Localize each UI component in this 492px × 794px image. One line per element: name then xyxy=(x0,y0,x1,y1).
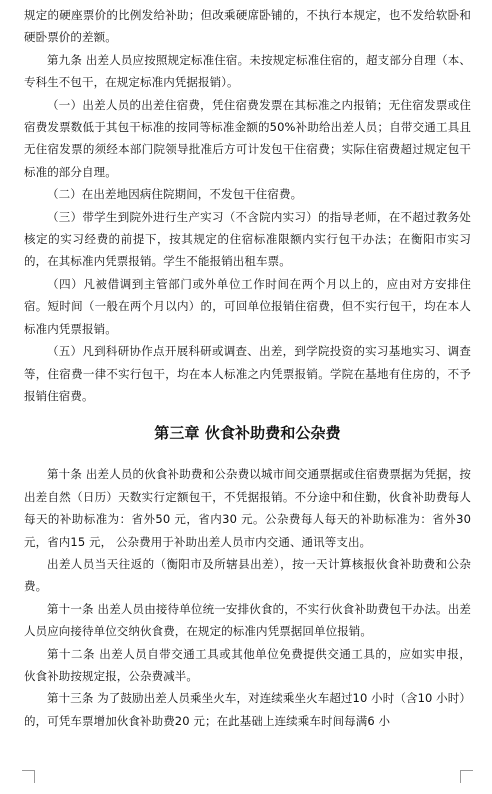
article-10: 第十条 出差人员的伙食补助费和公杂费以城市间交通票据或住宿费票据为凭据，按出差自然（日历）天数实行定额包干，不凭据报销。不分途中和住勤，伙食补助费每人每天的补助标准为：省外50 元，省内30 元。公杂费每人每天的补助标准为：省外30 元，省内15 元， 公杂费用于补助出差人员市内交通、通讯等支出。 xyxy=(24,467,471,549)
paragraph-continued: 规定的硬座票价的比例发给补助；但改乘硬席卧铺的，不执行本规定，也不发给软卧和硬卧票价的差额。 xyxy=(24,8,471,45)
article-9-item-5: （五）凡到科研协作点开展科研或调查、出差，到学院投资的实习基地实习、调查等，住宿费一律不实行包干，均在本人标准之内凭票报销。学院在基地有住房的，不予报销住宿费。 xyxy=(24,344,471,403)
chapter-title: 第三章 伙食补助费和公杂费 xyxy=(154,424,341,443)
article-11: 第十一条 出差人员由接待单位统一安排伙食的，不实行伙食补助费包干办法。出差人员应向接待单位交纳伙食费，在规定的标准内凭票据回单位报销。 xyxy=(24,601,471,639)
article-9-item-2: （二）在出差地因病住院期间，不发包干住宿费。 xyxy=(47,187,303,202)
document-body xyxy=(24,4,471,732)
same-day-trip-rule: 出差人员当天往返的（衡阳市及所辖县出差），按一天计算核报伙食补助费和公杂费。 xyxy=(24,556,471,594)
page-corner-mark-bottom-left xyxy=(22,770,35,783)
article-9-item-3: （三）带学生到院外进行生产实习（不含院内实习）的指导老师，在不超过教务处核定的实习经费的前提下，按其规定的住宿标准限额内实行包干办法；在衡阳市实习的，在其标准内凭票报销。学生不能报销出租车票。 xyxy=(24,209,471,269)
article-9-item-1: （一）出差人员的出差住宿费，凭住宿费发票在其标准之内报销；无住宿发票或住宿费发票数低于其包干标准的按同等标准金额的50%补助给出差人员；自带交通工具且无住宿发票的须经本部门院领导批准后方可计发包干住宿费；实际住宿费超过规定包干标准的部分自理。 xyxy=(24,97,471,179)
article-13: 第十三条 为了鼓励出差人员乘坐火车，对连续乘坐火车超过10 小时（含10 小时）的，可凭车票增加伙食补助费20 元；在此基础上连续乘车时间每满6 小 xyxy=(24,691,471,728)
article-9-item-4: （四）凡被借调到主管部门或外单位工作时间在两个月以上的，应由对方安排住宿。短时间（一般在两个月以内）的，可回单位报销住宿费，但不实行包干，均在本人标准内凭票报销。 xyxy=(24,276,471,336)
page-corner-mark-bottom-right xyxy=(460,770,473,783)
article-9: 第九条 出差人员应按照规定标准住宿。未按规定标准住宿的，超支部分自理（本、专科生不包干，在规定标准内凭据报销）。 xyxy=(24,52,471,90)
article-12: 第十二条 出差人员自带交通工具或其他单位免费提供交通工具的，应如实申报， 伙食补助按规定报，公杂费减半。 xyxy=(24,646,471,683)
